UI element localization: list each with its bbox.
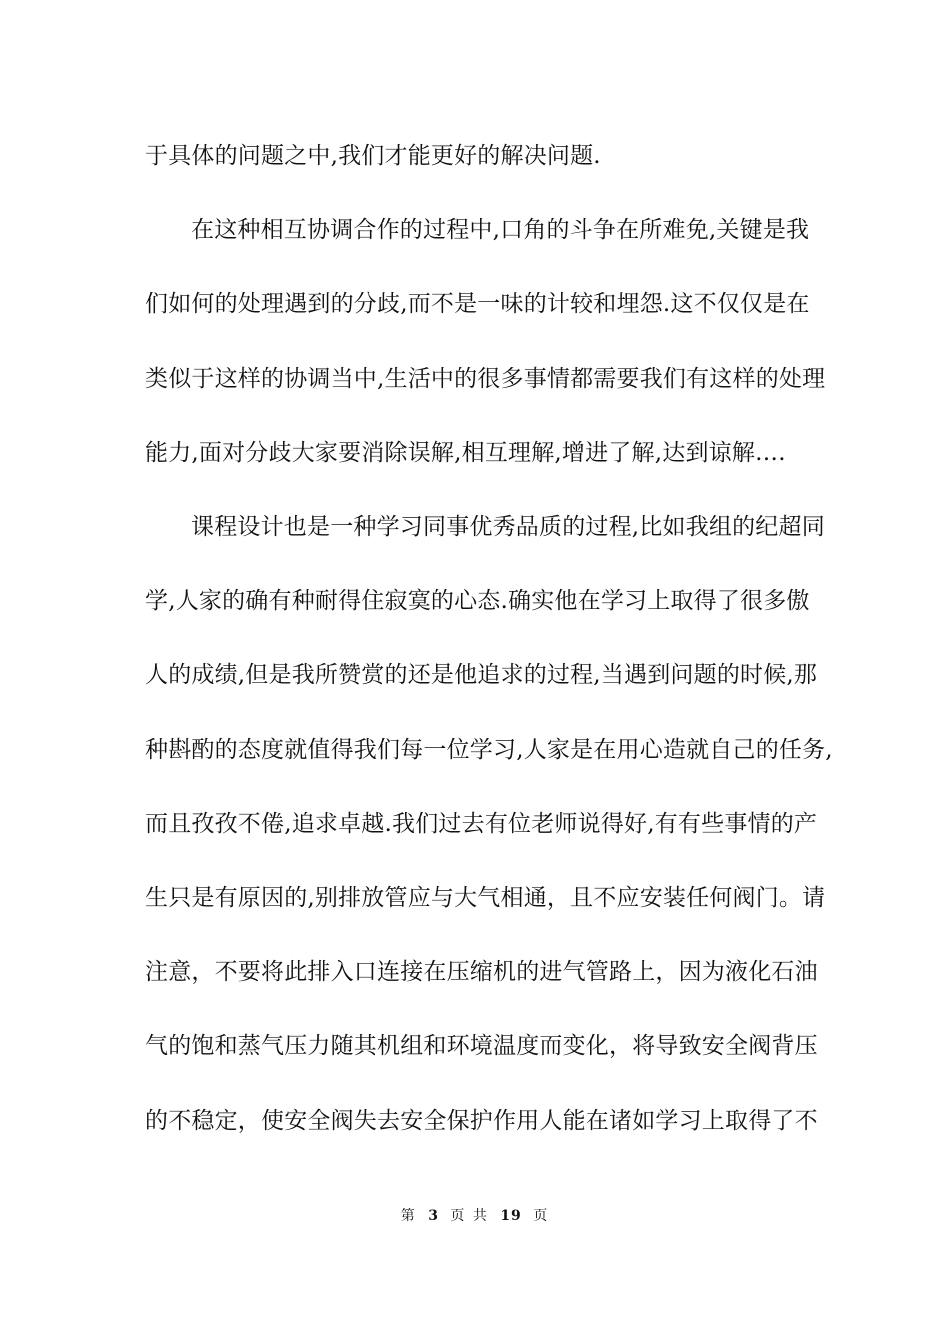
total-page-count: 19 [500,1208,522,1224]
paragraph-line: 能力,面对分歧大家要消除误解,相互理解,增进了解,达到谅解…. [145,440,786,466]
paragraph-line: 的不稳定，使安全阀失去安全保护作用人能在诸如学习上取得了不 [145,1108,818,1134]
paragraph-line: 注意，不要将此排入口连接在压缩机的进气管路上，因为液化石油 [145,959,818,985]
paragraph-line: 在这种相互协调合作的过程中,口角的斗争在所难免,关键是我 [191,217,810,243]
paragraph-line: 人的成绩,但是我所赞赏的还是他追求的过程,当遇到问题的时候,那 [145,662,818,688]
footer-prefix: 第 [400,1208,417,1224]
paragraph-line: 于具体的问题之中,我们才能更好的解决问题. [145,143,601,169]
page-footer [0,1207,950,1225]
paragraph-line: 类似于这样的协调当中,生活中的很多事情都需要我们有这样的处理 [145,366,826,392]
paragraph-line: 学,人家的确有种耐得住寂寞的心态.确实他在学习上取得了很多傲 [145,588,810,614]
paragraph-line: 生只是有原因的,别排放管应与大气相通，且不应安装任何阀门。请 [145,885,826,911]
current-page-number: 3 [428,1208,439,1224]
paragraph-line: 气的饱和蒸气压力随其机组和环境温度而变化，将导致安全阀背压 [145,1033,818,1059]
paragraph-line: 课程设计也是一种学习同事优秀品质的过程,比如我组的纪超同 [191,514,825,540]
paragraph-line: 而且孜孜不倦,追求卓越.我们过去有位老师说得好,有有些事情的产 [145,811,818,837]
footer-middle: 页 共 [450,1208,489,1224]
paragraph-line: 们如何的处理遇到的分歧,而不是一味的计较和埋怨.这不仅仅是在 [145,291,810,317]
paragraph-line: 种斟酌的态度就值得我们每一位学习,人家是在用心造就自己的任务, [145,737,833,763]
footer-suffix: 页 [533,1208,550,1224]
